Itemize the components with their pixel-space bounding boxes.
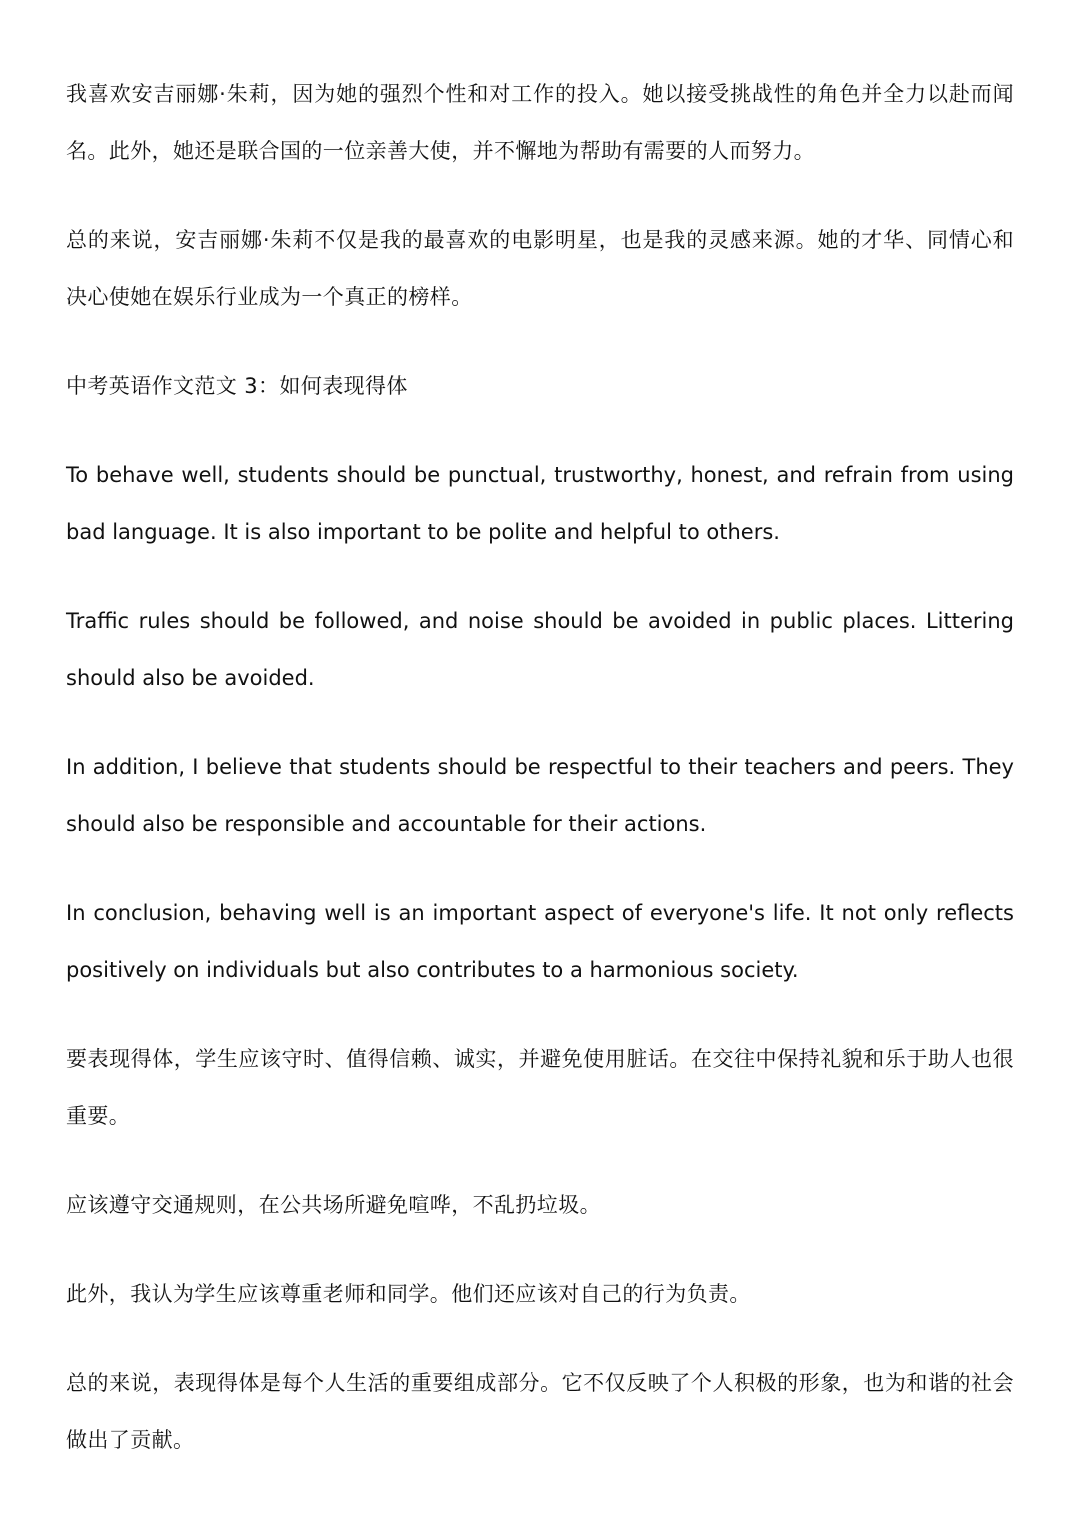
paragraph-en-respect: In addition, I believe that students should be respectful to their teachers and peers. They should also be responsible and accountable for their actions. xyxy=(66,755,1014,836)
paragraph-zh-conclusion: 总的来说，表现得体是每个人生活的重要组成部分。它不仅反映了个人积极的形象，也为和谐的社会做出了贡献。 xyxy=(66,1371,1014,1452)
paragraph-angelina-conclusion: 总的来说，安吉丽娜·朱莉不仅是我的最喜欢的电影明星，也是我的灵感来源。她的才华、同情心和决心使她在娱乐行业成为一个真正的榜样。 xyxy=(66,228,1014,309)
paragraph-en-conclusion: In conclusion, behaving well is an important aspect of everyone's life. It not only reflects positively on individuals but also contributes to a harmonious society. xyxy=(66,901,1014,982)
section-heading-essay-3: 中考英语作文范文 3：如何表现得体 xyxy=(66,374,408,398)
paragraph-zh-traffic-rules: 应该遵守交通规则，在公共场所避免喧哗，不乱扔垃圾。 xyxy=(66,1193,601,1217)
paragraph-zh-behave-well: 要表现得体，学生应该守时、值得信赖、诚实，并避免使用脏话。在交往中保持礼貌和乐于助人也很重要。 xyxy=(66,1047,1014,1128)
paragraph-en-behave-well: To behave well, students should be punctual, trustworthy, honest, and refrain from using bad language. It is also important to be polite and helpful to others. xyxy=(66,463,1014,544)
paragraph-angelina-intro: 我喜欢安吉丽娜·朱莉，因为她的强烈个性和对工作的投入。她以接受挑战性的角色并全力以赴而闻名。此外，她还是联合国的一位亲善大使，并不懈地为帮助有需要的人而努力。 xyxy=(66,82,1014,163)
document-body xyxy=(66,66,1014,1469)
paragraph-zh-respect: 此外，我认为学生应该尊重老师和同学。他们还应该对自己的行为负责。 xyxy=(66,1282,751,1306)
paragraph-en-traffic-rules: Traffic rules should be followed, and noise should be avoided in public places. Littering should also be avoided. xyxy=(66,609,1014,690)
